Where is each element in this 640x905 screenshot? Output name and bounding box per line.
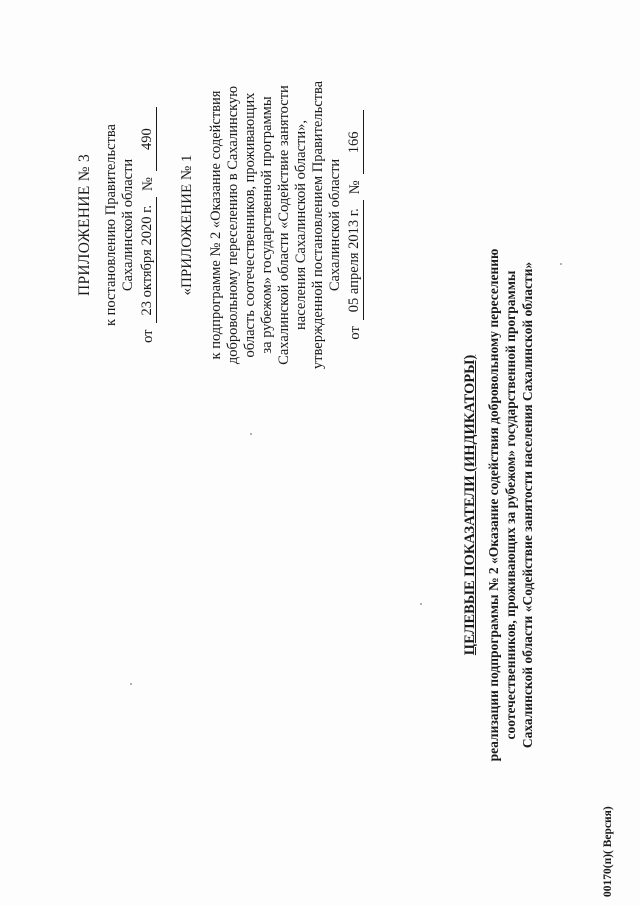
sub-appendix-line: добровольному переселению в Сахалинскую bbox=[225, 85, 241, 365]
sub-appendix-date: 05 апреля 2013 г. bbox=[346, 200, 364, 320]
appendix-line-1: к постановлению Правительства bbox=[103, 124, 119, 326]
sub-appendix-date-row bbox=[346, 75, 364, 375]
sub-appendix-line: к подпрограмме № 2 «Оказание содействия bbox=[208, 90, 224, 360]
targets-title: ЦЕЛЕВЫЕ ПОКАЗАТЕЛИ (ИНДИКАТОРЫ) bbox=[462, 354, 478, 656]
sub-appendix-number-label: № bbox=[347, 180, 363, 195]
appendix-line-2: Сахалинской области bbox=[120, 158, 136, 292]
sub-appendix-title: «ПРИЛОЖЕНИЕ № 1 bbox=[179, 154, 195, 296]
targets-section bbox=[462, 205, 536, 805]
appendix-title: ПРИЛОЖЕНИЕ № 3 bbox=[76, 153, 93, 297]
sub-appendix-text bbox=[208, 75, 344, 375]
sub-appendix bbox=[179, 75, 364, 375]
version-tag: 00170(п)( Версия) bbox=[602, 806, 614, 897]
appendix-date: 23 октября 2020 г. bbox=[139, 197, 157, 324]
sub-appendix-line: утвержденной постановлением Правительства bbox=[310, 80, 326, 370]
scan-speck bbox=[250, 433, 252, 435]
scan-speck bbox=[130, 683, 132, 685]
sub-appendix-line: Сахалинской области «Содействие занятости bbox=[276, 85, 292, 365]
scan-speck bbox=[420, 603, 422, 605]
sub-appendix-line: населения Сахалинской области», bbox=[293, 120, 309, 330]
appendix-from-label: от bbox=[140, 329, 156, 343]
scan-speck bbox=[560, 263, 562, 265]
targets-line: соотечественников, проживающих за рубежом» государственной программы bbox=[503, 270, 518, 740]
appendix-header bbox=[76, 75, 364, 375]
targets-line: Сахалинской области «Содействие занятости населения Сахалинской области» bbox=[520, 261, 535, 749]
sub-appendix-from-label: от bbox=[347, 326, 363, 340]
sub-appendix-line: за рубежом» государственной программы bbox=[259, 96, 275, 354]
sub-appendix-line: Сахалинской области bbox=[327, 158, 343, 292]
appendix-number: 490 bbox=[139, 107, 157, 171]
sub-appendix-line: область соотечественников, проживающих bbox=[242, 92, 258, 358]
appendix-date-row bbox=[139, 75, 157, 375]
sub-appendix-number: 166 bbox=[346, 110, 364, 174]
targets-line: реализации подпрограммы № 2 «Оказание содействия добровольному переселению bbox=[486, 248, 501, 762]
appendix-number-label: № bbox=[140, 177, 156, 191]
